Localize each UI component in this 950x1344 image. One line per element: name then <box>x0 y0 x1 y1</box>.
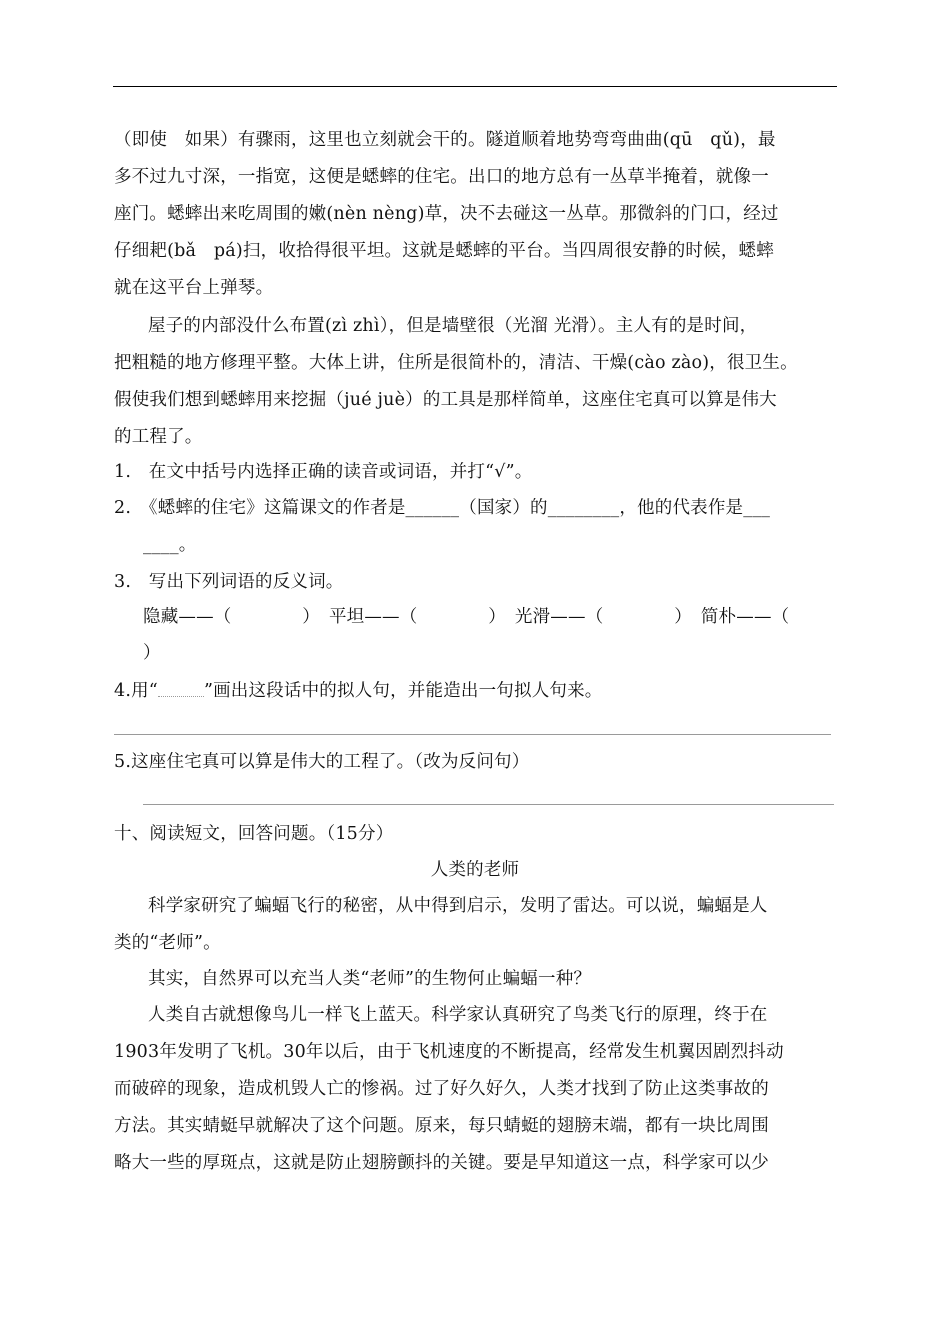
passage-line: 多不过九寸深，一指宽，这便是蟋蟀的住宅。出口的地方总有一丛草半掩着，就像一 <box>114 167 769 187</box>
answer-line-q5[interactable] <box>143 804 834 805</box>
question-4-prefix: 4.用“ <box>114 681 158 701</box>
question-2: 2. 《蟋蟀的住宅》这篇课文的作者是______（国家）的________，他的代表作是___ <box>114 498 771 518</box>
question-1: 1. 在文中括号内选择正确的读音或词语，并打“√”。 <box>114 462 533 482</box>
wavy-underline-sample <box>158 686 204 697</box>
question-4-suffix: ”画出这段话中的拟人句，并能造出一句拟人句来。 <box>203 681 603 701</box>
article-line: 而破碎的现象，造成机毁人亡的惨祸。过了好久好久，人类才找到了防止这类事故的 <box>114 1079 769 1099</box>
question-4 <box>114 679 842 703</box>
passage-line: 的工程了。 <box>114 427 203 447</box>
article-line: 人类自古就想像鸟儿一样飞上蓝天。科学家认真研究了鸟类飞行的原理，终于在 <box>148 1005 768 1025</box>
article-line: 1903年发明了飞机。30年以后，由于飞机速度的不断提高，经常发生机翼因剧烈抖动 <box>114 1042 784 1062</box>
passage-line: 座门。蟋蟀出来吃周围的嫩(nèn nèng)草，决不去碰这一丛草。那微斜的门口，经过 <box>114 204 779 224</box>
article-title: 人类的老师 <box>430 860 520 880</box>
question-3-tail: ） <box>143 643 161 663</box>
section-heading: 十、阅读短文，回答问题。（15分） <box>114 824 394 844</box>
passage-line: 把粗糙的地方修理平整。大体上讲，住所是很简朴的，清洁、干燥(cào zào)，很卫生。 <box>114 353 798 373</box>
article-line: 其实，自然界可以充当人类“老师”的生物何止蝙蝠一种？ <box>148 969 592 989</box>
passage-line: 就在这平台上弹琴。 <box>114 278 274 298</box>
header-rule <box>113 86 837 87</box>
passage-line: （即使 如果）有骤雨，这里也立刻就会干的。隧道顺着地势弯弯曲曲(qū qǔ)，最 <box>114 130 776 150</box>
question-2-cont: ____。 <box>143 535 197 555</box>
article-line: 科学家研究了蝙蝠飞行的秘密，从中得到启示，发明了雷达。可以说，蝙蝠是人 <box>148 896 768 916</box>
answer-line-q4[interactable] <box>114 734 831 735</box>
question-5: 5.这座住宅真可以算是伟大的工程了。（改为反问句） <box>114 752 530 772</box>
article-line: 类的“老师”。 <box>114 933 221 953</box>
question-3-items: 隐藏——（ ） 平坦——（ ） 光滑——（ ） 简朴——（ <box>143 607 790 627</box>
article-line: 方法。其实蜻蜓早就解决了这个问题。原来，每只蜻蜓的翅膀末端，都有一块比周围 <box>114 1116 769 1136</box>
question-3: 3. 写出下列词语的反义词。 <box>114 572 344 592</box>
passage-line: 屋子的内部没什么布置(zì zhì），但是墙壁很（光溜 光滑）。主人有的是时间， <box>148 316 758 336</box>
passage-line: 假使我们想到蟋蟀用来挖掘（jué juè）的工具是那样简单，这座住宅真可以算是伟大 <box>114 390 777 410</box>
passage-line: 仔细耙(bǎ pá)扫，收拾得很平坦。这就是蟋蟀的平台。当四周很安静的时候，蟋蟀 <box>114 241 774 261</box>
article-line: 略大一些的厚斑点，这就是防止翅膀颤抖的关键。要是早知道这一点，科学家可以少 <box>114 1153 769 1173</box>
